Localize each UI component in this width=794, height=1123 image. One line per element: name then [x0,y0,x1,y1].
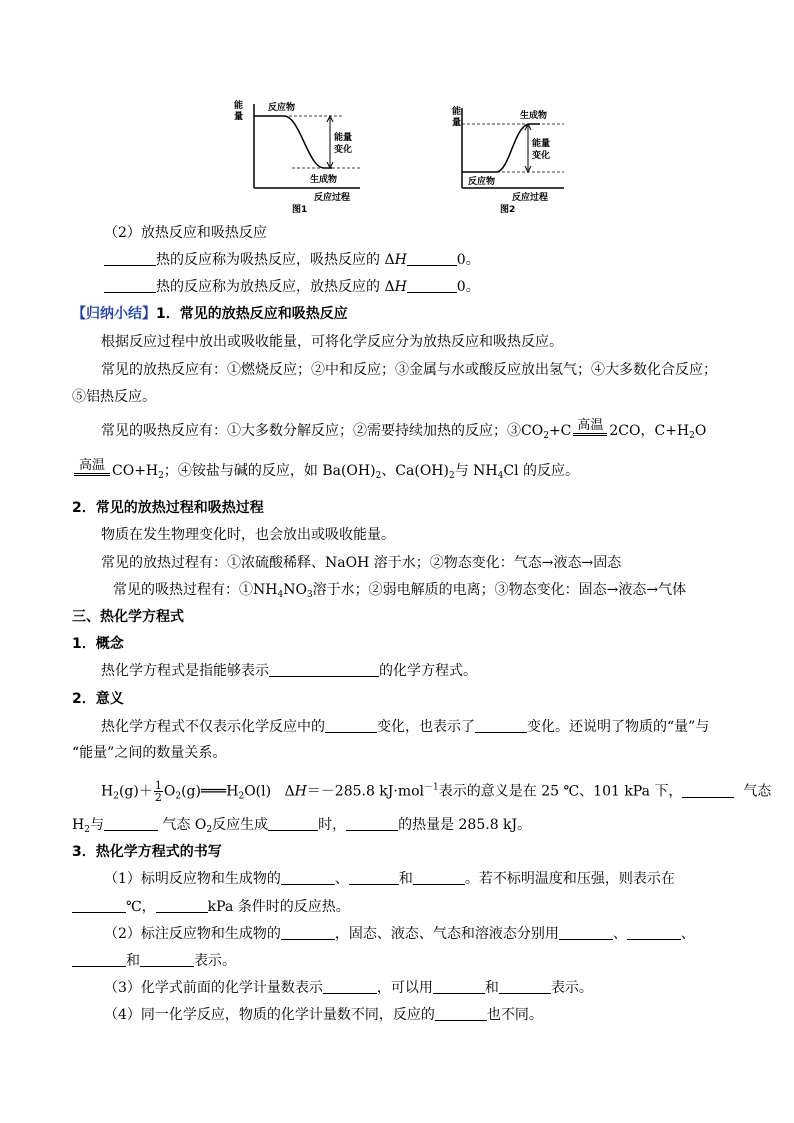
fig1-yaxis-label-2: 量 [234,112,244,122]
blank[interactable] [281,870,335,885]
endo-list-line-1: 常见的吸热反应有：①大多数分解反应；②需要持续加热的反应；$③CO_2+C$ 高温 2CO，$C+H_2O$ [101,418,707,441]
exo-definition-line: 热的反应称为放热反应，放热反应的 ΔH 0。 [104,278,480,296]
blank[interactable] [269,662,379,677]
blank[interactable] [104,251,156,266]
meaning-line-2: “能量”之间的数量关系。 [72,745,227,761]
thermo-equation-line: $H_2(g)+$ $\frac{1}{2}$ $O_2(g)═══H_2O(l)$ ΔH＝－285.8 kJ·mol$^{-1}$表示的意义是在 25 ℃、101 kPa 下， 气态 [101,779,772,804]
fig1-reactant-label: 反应物 [268,103,296,113]
writing-rule-1-cont: ℃， kPa 条件时的反应热。 [72,898,350,916]
writing-rule-2-cont: 和 表示。 [72,952,236,970]
summary-heading [72,305,348,323]
meaning-line-3: $H_2$与 气态 $O_2$反应生成 时， 的热量是 285.8 kJ。 [72,817,532,835]
writing-rule-3: （3）化学式前面的化学计量数表示 ，可以用 和 表示。 [104,980,593,996]
figure-1-exothermic-diagram [232,96,362,214]
fig1-product-label: 生成物 [310,175,338,185]
section-3-title: 三、热化学方程式 [72,609,184,625]
blank[interactable] [346,816,398,831]
exo-endo-heading: （2）放热反应和吸热反应 [104,225,267,241]
blank[interactable] [559,925,613,940]
fig2-yaxis-label-2: 量 [452,118,462,128]
writing-rule-4: （4）同一化学反应，物质的化学计量数不同，反应的 也不同。 [104,1007,543,1023]
exo-list-line-2: ⑤铝热反应。 [72,389,156,405]
endo-list-line-2: 高温 $CO+H_2$；④铵盐与碱的反应，如 $Ba(OH)_2$、$Ca(OH)_2$与 $NH_4Cl$ 的反应。 [72,462,579,484]
summary-tag: 【归纳小结】 [72,306,156,322]
blank[interactable] [104,278,156,293]
blank[interactable] [325,718,377,733]
fig2-change-label-1: 能量 [532,139,551,149]
blank[interactable] [413,870,465,885]
blank[interactable] [627,925,681,940]
blank[interactable] [104,816,158,831]
blank[interactable] [156,898,208,913]
fig1-change-label-1: 能量 [334,133,353,143]
blank[interactable] [475,718,527,733]
fig2-change-label-2: 变化 [532,151,551,161]
blank[interactable] [268,816,318,831]
blank[interactable] [407,278,457,293]
fig2-reactant-label: 反应物 [468,177,496,187]
concept-heading: 1．概念 [72,636,124,652]
meaning-heading: 2．意义 [72,691,124,707]
fig1-change-label-2: 变化 [334,145,353,155]
blank[interactable] [140,952,194,967]
exo-list-line-1: 常见的放热反应有：①燃烧反应；②中和反应；③金属与水或酸反应放出氢气；④大多数化合反应； [101,362,717,378]
summary-title: 1．常见的放热反应和吸热反应 [156,306,348,322]
fig1-xaxis-label: 反应过程 [314,193,351,203]
blank[interactable] [281,925,335,940]
fig1-yaxis-label-1: 能 [234,101,244,111]
exo-process-line: 常见的放热过程有：①浓硫酸稀释、NaOH 溶于水；②物态变化：气态→液态→固态 [101,555,622,571]
blank[interactable] [435,1006,487,1021]
writing-heading: 3．热化学方程式的书写 [72,844,222,860]
writing-rule-1: （1）标明反应物和生成物的 、 和 。若不标明温度和压强，则表示在 [104,871,675,887]
meaning-line-1: 热化学方程式不仅表示化学反应中的 变化，也表示了 变化。还说明了物质的“量”与 [101,719,710,735]
blank[interactable] [349,870,399,885]
fig2-product-label: 生成物 [520,111,548,121]
figure-2-endothermic-diagram [450,100,570,218]
blank[interactable] [433,979,485,994]
fig2-yaxis-label-1: 能 [452,107,462,117]
process-intro: 物质在发生物理变化时，也会放出或吸收能量。 [101,527,395,543]
fig2-caption: 图2 [500,205,516,215]
blank[interactable] [499,979,551,994]
blank[interactable] [323,979,377,994]
blank[interactable] [407,251,457,266]
writing-rule-2: （2）标注反应物和生成物的 ，固态、液态、气态和溶液态分别用 、 、 [104,926,695,942]
endo-definition-line: 热的反应称为吸热反应，吸热反应的 ΔH 0。 [104,251,480,269]
process-heading: 2．常见的放热过程和吸热过程 [72,500,264,516]
summary-intro: 根据反应过程中放出或吸收能量，可将化学反应分为放热反应和吸热反应。 [101,334,563,350]
blank[interactable] [72,898,126,913]
blank[interactable] [72,952,126,967]
endo-process-line: 常见的吸热过程有：$①NH_4NO_3$溶于水；②弱电解质的电离；③物态变化：固态→液态→气体 [113,582,687,600]
fig2-xaxis-label: 反应过程 [512,193,549,203]
concept-line: 热化学方程式是指能够表示 的化学方程式。 [101,663,477,679]
blank[interactable] [682,783,734,798]
fig1-caption: 图1 [292,205,308,214]
